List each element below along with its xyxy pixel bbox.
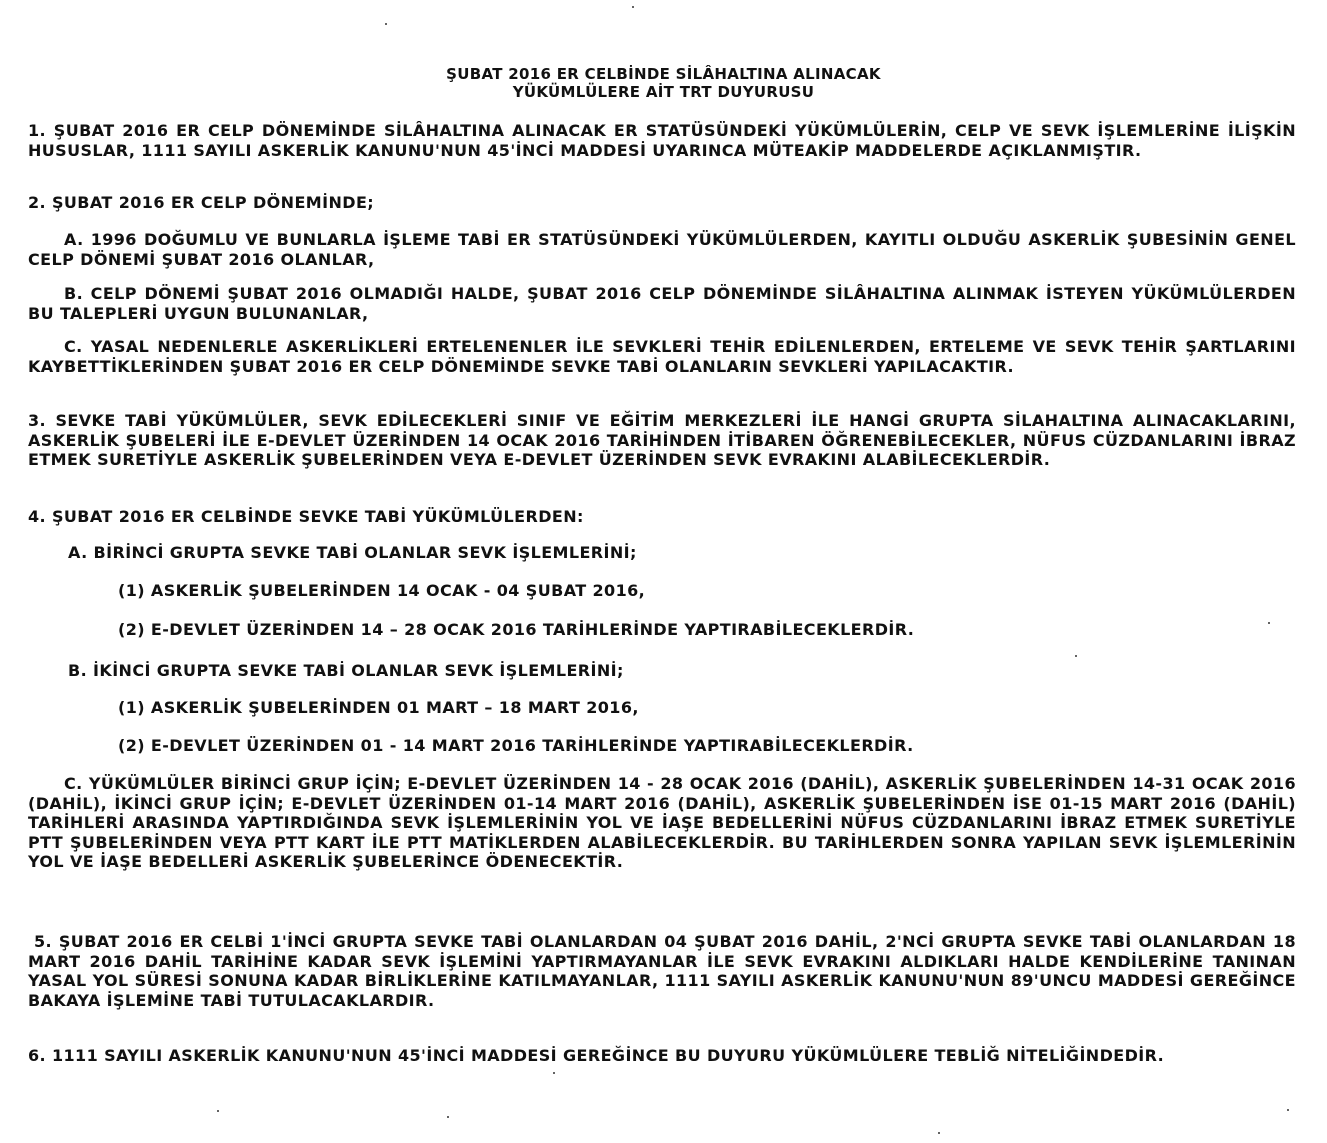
paragraph-3: 3. SEVKE TABİ YÜKÜMLÜLER, SEVK EDİLECEKLERİ SINIF VE EĞİTİM MERKEZLERİ İLE HANGİ GRUPTA SİLAHALTINA ALINACAKLARINI, ASKERLİK ŞUBELERİ İLE E-DEVLET ÜZERİNDEN 14 OCAK 2016 TARİHİNDEN İTİBAREN ÖĞRENEBİLECEKLER, NÜFUS CÜZDANLARINI İBRAZ ETMEK SURETİYLE ASKERLİK ŞUBELERİNDEN VEYA E-DEVLET ÜZERİNDEN SEVK EVRAKINI ALABİLECEKLERDİR. — [28, 411, 1296, 469]
document-title-line-1: ŞUBAT 2016 ER CELBİNDE SİLÂHALTINA ALINACAK — [446, 65, 881, 83]
paragraph-4b-heading: B. İKİNCİ GRUPTA SEVKE TABİ OLANLAR SEVK İŞLEMLERİNİ; — [68, 661, 624, 680]
paragraph-5: 5. ŞUBAT 2016 ER CELBİ 1'İNCİ GRUPTA SEVKE TABİ OLANLARDAN 04 ŞUBAT 2016 DAHİL, 2'NCİ GRUPTA SEVKE TABİ OLANLARDAN 18 MART 2016 DAHİL TARİHİNE KADAR SEVK İŞLEMİNİ YAPTIRMAYANLAR İLE SEVK EVRAKINI ALDIKLARI HALDE KENDİLERİNE TANINAN YASAL YOL SÜRESİ SONUNA KADAR BİRLİKLERİNE KATILMAYANLAR, 1111 SAYILI ASKERLİK KANUNU'NUN 89'UNCU MADDESİ GEREĞİNCE BAKAYA İŞLEMİNE TABİ TUTULACAKLARDIR. — [28, 932, 1296, 1010]
paragraph-2b: B. CELP DÖNEMİ ŞUBAT 2016 OLMADIĞI HALDE, ŞUBAT 2016 CELP DÖNEMİNDE SİLÂHALTINA ALINMAK İSTEYEN YÜKÜMLÜLERDEN BU TALEPLERİ UYGUN BULUNANLAR, — [28, 284, 1296, 323]
document-title-line-2: YÜKÜMLÜLERE AİT TRT DUYURUSU — [512, 83, 815, 101]
paragraph-1: 1. ŞUBAT 2016 ER CELP DÖNEMİNDE SİLÂHALTINA ALINACAK ER STATÜSÜNDEKİ YÜKÜMLÜLERİN, CELP VE SEVK İŞLEMLERİNE İLİŞKİN HUSUSLAR, 1111 SAYILI ASKERLİK KANUNU'NUN 45'İNCİ MADDESİ UYARINCA MÜTEAKİP MADDELERDE AÇIKLANMIŞTIR. — [28, 121, 1296, 160]
paragraph-4a-item-2: (2) E-DEVLET ÜZERİNDEN 14 – 28 OCAK 2016 TARİHLERİNDE YAPTIRABİLECEKLERDİR. — [118, 620, 915, 639]
scan-speck — [1287, 1109, 1289, 1111]
paragraph-4-heading: 4. ŞUBAT 2016 ER CELBİNDE SEVKE TABİ YÜKÜMLÜLERDEN: — [28, 507, 584, 526]
paragraph-2a: A. 1996 DOĞUMLU VE BUNLARLA İŞLEME TABİ ER STATÜSÜNDEKİ YÜKÜMLÜLERDEN, KAYITLI OLDUĞU ASKERLİK ŞUBESİNİN GENEL CELP DÖNEMİ ŞUBAT 2016 OLANLAR, — [28, 230, 1296, 269]
paragraph-2-heading: 2. ŞUBAT 2016 ER CELP DÖNEMİNDE; — [28, 193, 375, 212]
paragraph-6: 6. 1111 SAYILI ASKERLİK KANUNU'NUN 45'İNCİ MADDESİ GEREĞİNCE BU DUYURU YÜKÜMLÜLERE TEBLİĞ NİTELİĞİNDEDİR. — [28, 1046, 1165, 1065]
paragraph-2c: C. YASAL NEDENLERLE ASKERLİKLERİ ERTELENENLER İLE SEVKLERİ TEHİR EDİLENLERDEN, ERTELEME VE SEVK TEHİR ŞARTLARINI KAYBETTİKLERİNDEN ŞUBAT 2016 ER CELP DÖNEMİNDE SEVKE TABİ OLANLARIN SEVKLERİ YAPILACAKTIR. — [28, 337, 1296, 376]
scan-speck — [938, 1132, 940, 1134]
scan-speck — [1268, 622, 1270, 624]
paragraph-4a-heading: A. BİRİNCİ GRUPTA SEVKE TABİ OLANLAR SEVK İŞLEMLERİNİ; — [68, 543, 637, 562]
paragraph-4c: C. YÜKÜMLÜLER BİRİNCİ GRUP İÇİN; E-DEVLET ÜZERİNDEN 14 - 28 OCAK 2016 (DAHİL), ASKERLİK ŞUBELERİNDEN 14-31 OCAK 2016 (DAHİL), İKİNCİ GRUP İÇİN; E-DEVLET ÜZERİNDEN 01-14 MART 2016 (DAHİL), ASKERLİK ŞUBELERİNDEN İSE 01-15 MART 2016 (DAHİL) TARİHLERİ ARASINDA YAPTIRDIĞINDA SEVK İŞLEMLERİNİN YOL VE İAŞE BEDELLERİNİ NÜFUS CÜZDANLARINI İBRAZ ETMEK SURETİYLE PTT ŞUBELERİNDEN VEYA PTT KART İLE PTT MATİKLERDEN ALABİLECEKLERDİR. BU TARİHLERDEN SONRA YAPILAN SEVK İŞLEMLERİNİN YOL VE İAŞE BEDELLERİ ASKERLİK ŞUBELERİNCE ÖDENECEKTİR. — [28, 774, 1296, 871]
scan-speck — [553, 1072, 555, 1074]
scan-speck — [447, 1116, 449, 1118]
scan-speck — [632, 6, 634, 8]
scan-speck — [385, 23, 387, 25]
paragraph-4b-item-2: (2) E-DEVLET ÜZERİNDEN 01 - 14 MART 2016 TARİHLERİNDE YAPTIRABİLECEKLERDİR. — [118, 736, 914, 755]
paragraph-4b-item-1: (1) ASKERLİK ŞUBELERİNDEN 01 MART – 18 MART 2016, — [118, 698, 639, 717]
scan-speck — [217, 1110, 219, 1112]
paragraph-4a-item-1: (1) ASKERLİK ŞUBELERİNDEN 14 OCAK - 04 ŞUBAT 2016, — [118, 581, 646, 600]
scan-speck — [1075, 655, 1077, 657]
